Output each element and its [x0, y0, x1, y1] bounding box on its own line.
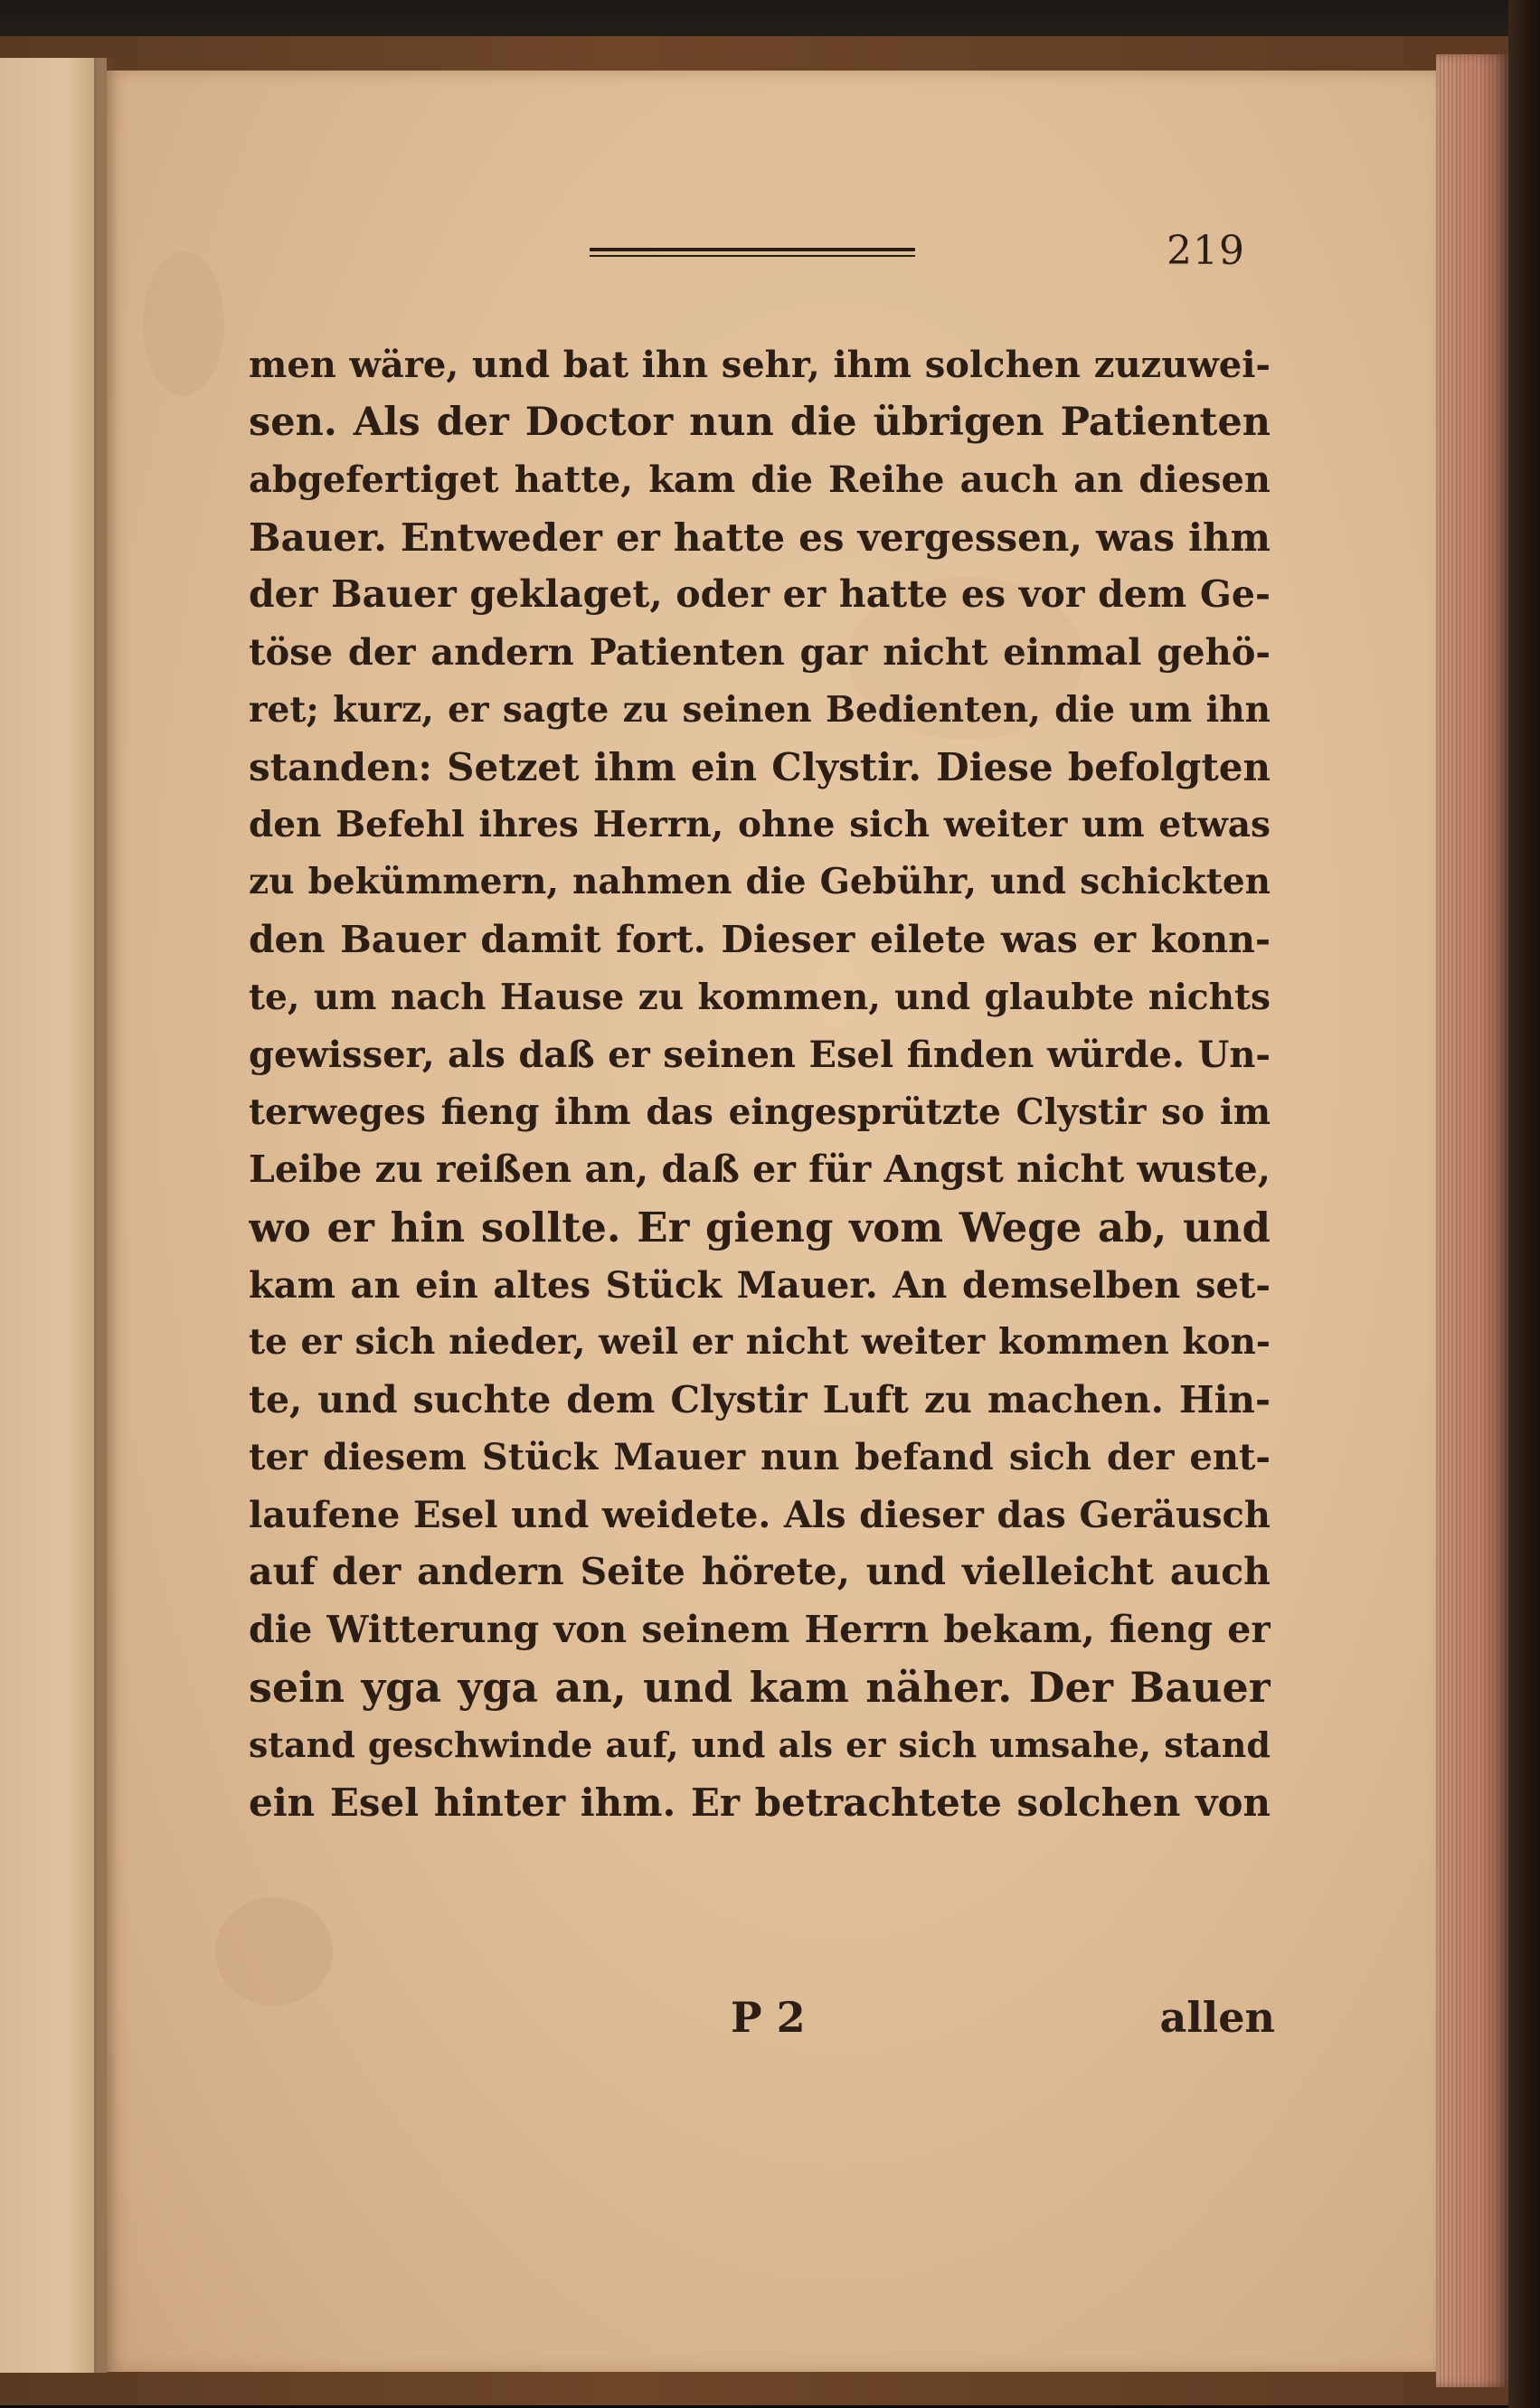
body-text	[249, 336, 1271, 1831]
page-edges-shade	[1436, 54, 1508, 2387]
header-rule	[590, 248, 915, 259]
text-line: Bauer. Entweder er hatte es vergessen, was ihm	[249, 515, 1271, 560]
text-line: der Bauer geklaget, oder er hatte es vor dem Ge-	[249, 572, 1271, 617]
text-line: Leibe zu reißen an, daß er für Angst nicht wuste,	[249, 1147, 1271, 1192]
page-number: 219	[1167, 228, 1245, 274]
text-line: ein Esel hinter ihm. Er betrachtete solchen von	[249, 1780, 1271, 1825]
paper-stain	[143, 251, 224, 396]
text-line: kam an ein altes Stück Mauer. An demselben set-	[249, 1263, 1271, 1307]
catchword: allen	[1159, 1993, 1275, 2042]
text-line: sen. Als der Doctor nun die übrigen Patienten	[249, 399, 1271, 445]
text-line: men wäre, und bat ihn sehr, ihm solchen zuzuwei-	[249, 344, 1271, 386]
text-line: die Witterung von seinem Herrn bekam, fieng er	[249, 1608, 1271, 1652]
text-line: töse der andern Patienten gar nicht einmal gehö-	[249, 630, 1271, 674]
text-line: sein yga yga an, und kam näher. Der Bauer	[249, 1662, 1271, 1712]
text-line: stand geschwinde auf, und als er sich umsahe, stand	[249, 1724, 1271, 1766]
right-cover-edge	[1508, 0, 1540, 2408]
text-line: te, um nach Hause zu kommen, und glaubte nichts	[249, 976, 1271, 1018]
text-line: abgefertiget hatte, kam die Reihe auch an diesen	[249, 458, 1271, 502]
text-line: standen: Setzet ihm ein Clystir. Diese befolgten	[249, 745, 1271, 790]
text-line: gewisser, als daß er seinen Esel finden würde. Un-	[249, 1034, 1271, 1077]
text-line: den Befehl ihres Herrn, ohne sich weiter um etwas	[249, 803, 1271, 845]
gutter-shadow	[94, 58, 118, 2373]
left-page-edge	[0, 58, 107, 2373]
text-line: laufene Esel und weidete. Als dieser das Geräusch	[249, 1493, 1271, 1536]
text-line: ret; kurz, er sagte zu seinen Bedienten, die um ihn	[249, 688, 1271, 731]
paper-stain	[215, 1897, 333, 2006]
signature-mark: P 2	[731, 1993, 806, 2042]
text-line: zu bekümmern, nahmen die Gebühr, und schickten	[249, 861, 1271, 903]
text-line: den Bauer damit fort. Dieser eilete was er konn-	[249, 917, 1271, 961]
text-line: te er sich nieder, weil er nicht weiter kommen kon-	[249, 1321, 1271, 1364]
text-line: terweges fieng ihm das eingesprützte Clystir so im	[249, 1091, 1271, 1133]
text-line: te, und suchte dem Clystir Luft zu machen. Hin-	[249, 1377, 1271, 1421]
text-line: wo er hin sollte. Er gieng vom Wege ab, und	[249, 1203, 1271, 1251]
text-line: auf der andern Seite hörete, und vielleicht auch	[249, 1550, 1271, 1594]
text-line: ter diesem Stück Mauer nun befand sich der ent-	[249, 1436, 1271, 1479]
